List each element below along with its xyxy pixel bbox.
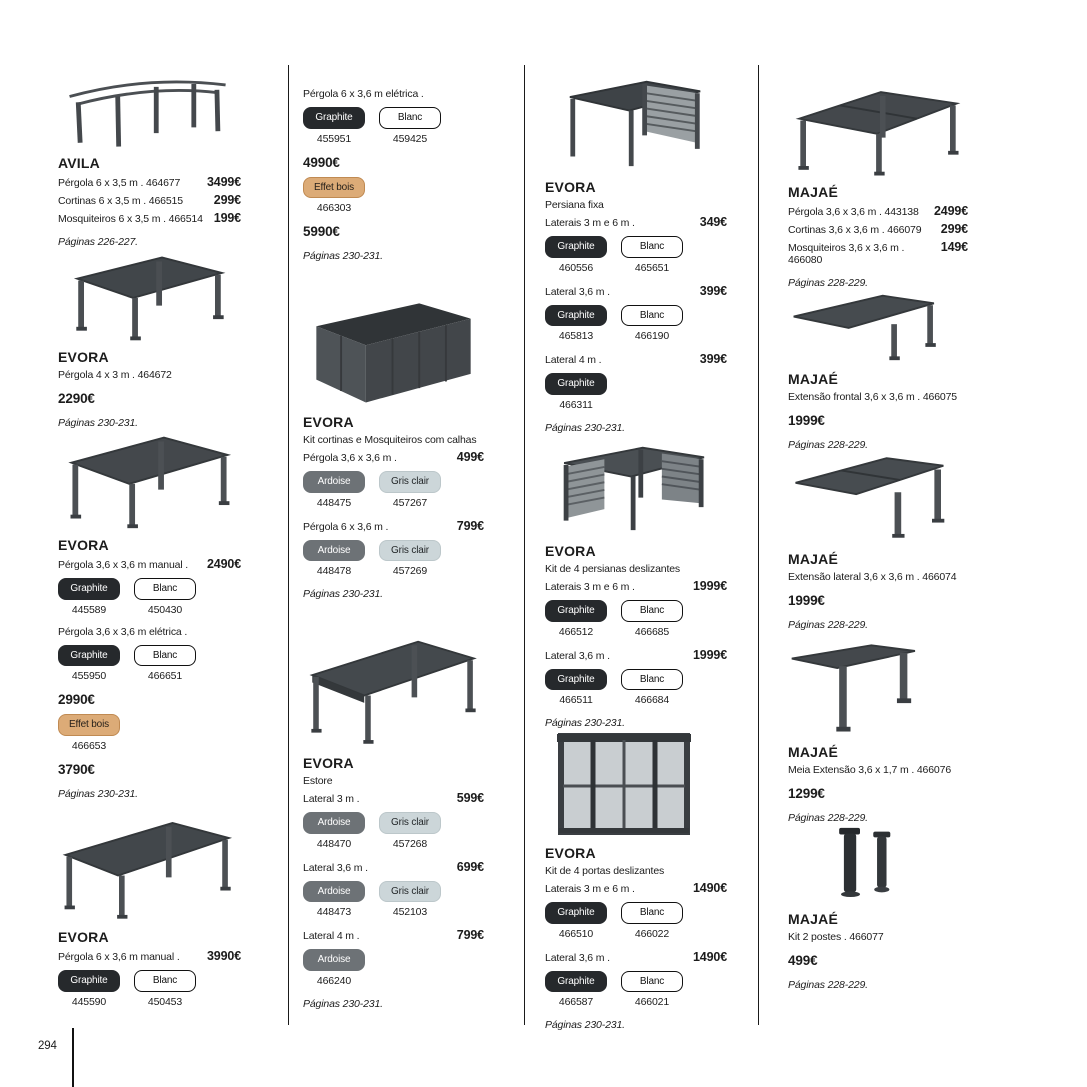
color-option — [379, 471, 441, 509]
product-code: 445590 — [71, 995, 107, 1008]
color-option — [621, 902, 683, 940]
product-variant-label: Lateral 4 m . — [545, 354, 602, 366]
product-title: AVILA — [58, 155, 100, 171]
product-variant-label: Pérgola 3,6 x 3,6 m . 443138 — [788, 206, 919, 218]
color-option — [303, 881, 365, 919]
pages-reference: Páginas 230-231. — [545, 717, 625, 729]
color-option — [303, 107, 365, 145]
product-code: 466512 — [558, 625, 594, 638]
product-subtitle: Estore — [303, 775, 333, 787]
product-line — [303, 860, 484, 874]
color-chip-blanc: Blanc — [134, 645, 196, 667]
product-variant-label: Laterais 3 m e 6 m . — [545, 217, 635, 229]
product-line — [545, 215, 727, 229]
color-option — [545, 305, 607, 343]
color-option — [545, 902, 607, 940]
color-chip-graphite: Graphite — [303, 107, 365, 129]
product-price: 599€ — [456, 791, 484, 805]
product-price: 3790€ — [58, 761, 95, 777]
color-chip-graphite: Graphite — [545, 305, 607, 327]
photo-extension-frontal — [788, 288, 968, 366]
product-line — [545, 352, 727, 366]
product-variant-label: Pérgola 6 x 3,6 m manual . — [58, 951, 180, 963]
color-option — [621, 305, 683, 343]
product-price: 299€ — [940, 222, 968, 236]
product-variant-label: Mosquiteiros 3,6 x 3,6 m . 466080 — [788, 242, 905, 266]
product-code: 448478 — [316, 565, 352, 577]
pages-reference: Páginas 230-231. — [545, 421, 625, 434]
pages-reference: Páginas 228-229. — [788, 619, 868, 631]
product-price: 2499€ — [933, 204, 968, 218]
product-subtitle: Kit cortinas e Mosquiteiros com calhas — [303, 434, 477, 446]
product-price: 149€ — [940, 240, 968, 254]
product-price: 399€ — [699, 352, 727, 366]
color-chip-graphite: Graphite — [545, 600, 607, 622]
product-code: 465651 — [634, 261, 670, 274]
color-option — [303, 471, 365, 509]
color-option — [545, 373, 607, 411]
pages-reference: Páginas 230-231. — [303, 588, 383, 600]
photo-sliding-doors — [545, 728, 727, 840]
product-price: 5990€ — [303, 224, 340, 239]
product-code: 448470 — [316, 837, 352, 850]
product-code: 466021 — [634, 996, 670, 1008]
product-variant-label: Pérgola 6 x 3,6 m . — [303, 520, 389, 533]
product-price: 2990€ — [58, 692, 95, 707]
product-line — [303, 791, 484, 805]
color-options — [303, 177, 484, 215]
product-line — [788, 764, 968, 776]
photo-extension-lateral — [788, 448, 968, 546]
product-title: EVORA — [58, 349, 109, 365]
product-code: 466311 — [559, 398, 593, 411]
color-chip-graphite: Graphite — [545, 236, 607, 258]
product-price: 1490€ — [692, 949, 727, 964]
color-option — [58, 645, 120, 683]
product-price: 1999€ — [788, 593, 825, 608]
photo-pergola-square — [58, 248, 241, 344]
product-variant-label: Lateral 4 m . — [303, 930, 360, 942]
product-block-2-2 — [303, 293, 484, 600]
color-chip-graphite: Graphite — [58, 970, 120, 992]
product-variant-label: Lateral 3,6 m . — [303, 861, 368, 874]
product-code: 450453 — [147, 995, 183, 1008]
product-variant-label: Lateral 3,6 m . — [545, 285, 610, 298]
color-option — [303, 177, 365, 215]
product-variant-label: Lateral 3,6 m . — [545, 951, 610, 964]
color-chip-blanc: Blanc — [621, 669, 683, 691]
product-title: EVORA — [303, 755, 354, 771]
photo-pergola-wide — [58, 812, 241, 924]
column-divider-2 — [524, 65, 525, 1025]
color-option — [58, 970, 120, 1008]
photo-pergola-louver-sliding — [545, 438, 727, 538]
product-block-4-3 — [788, 448, 968, 631]
color-chip-blanc: Blanc — [621, 600, 683, 622]
color-options — [58, 578, 241, 616]
product-variant-label: Cortinas 3,6 x 3,6 m . 466079 — [788, 224, 922, 236]
color-options — [545, 373, 727, 411]
product-line — [58, 211, 241, 225]
product-price: 3990€ — [206, 949, 241, 963]
color-chip-blanc: Blanc — [379, 107, 441, 129]
product-code: 452103 — [392, 906, 428, 918]
footer-rule — [72, 1028, 74, 1087]
product-variant-label: Cortinas 6 x 3,5 m . 466515 — [58, 195, 183, 207]
product-price: 2490€ — [206, 557, 241, 571]
product-variant-label: Lateral 3,6 m . — [545, 649, 610, 662]
color-options — [545, 305, 727, 343]
product-code: 459425 — [392, 132, 428, 145]
product-code: 466303 — [316, 202, 352, 214]
color-option — [379, 107, 441, 145]
product-line — [788, 571, 968, 583]
product-line — [545, 284, 727, 298]
product-price: 399€ — [699, 283, 727, 298]
color-option — [303, 540, 365, 578]
color-chip-graphite: Graphite — [545, 373, 607, 395]
product-variant-label: Pérgola 4 x 3 m . 464672 — [58, 369, 172, 381]
product-price: 1490€ — [692, 881, 727, 895]
photo-pergola-louver-fixed — [545, 70, 727, 174]
color-chip-graphite: Graphite — [58, 645, 120, 667]
product-variant-label: Meia Extensão 3,6 x 1,7 m . 466076 — [788, 764, 952, 776]
product-code: 466190 — [634, 330, 670, 342]
color-chip-graphite: Graphite — [545, 669, 607, 691]
color-options — [545, 600, 727, 638]
color-chip-blanc: Blanc — [621, 971, 683, 993]
color-option — [379, 540, 441, 578]
product-line — [545, 881, 727, 895]
product-block-2-1 — [303, 84, 484, 262]
product-price: 1999€ — [788, 413, 825, 428]
product-code: 466022 — [634, 927, 670, 940]
color-option — [303, 949, 365, 987]
product-variant-label: Laterais 3 m e 6 m . — [545, 581, 635, 593]
product-title: MAJAÉ — [788, 371, 839, 387]
product-block-3-3 — [545, 728, 727, 1031]
color-chip-graphite: Graphite — [545, 902, 607, 924]
product-title: EVORA — [545, 845, 596, 861]
product-subtitle: Persiana fixa — [545, 199, 604, 211]
product-line — [58, 369, 241, 381]
color-options — [545, 236, 727, 274]
product-price: 1999€ — [692, 647, 727, 662]
product-code: 466685 — [634, 625, 670, 638]
product-variant-label: Pérgola 6 x 3,6 m elétrica . — [303, 88, 424, 100]
product-variant-label: Extensão lateral 3,6 x 3,6 m . 466074 — [788, 571, 957, 583]
pages-reference: Páginas 228-229. — [788, 979, 868, 991]
product-block-4-1 — [788, 82, 968, 289]
color-option — [58, 578, 120, 616]
photo-pergola-frame — [58, 70, 241, 150]
color-options — [545, 902, 727, 940]
product-code: 455951 — [316, 132, 352, 145]
product-variant-label: Extensão frontal 3,6 x 3,6 m . 466075 — [788, 391, 957, 403]
product-line — [303, 450, 484, 464]
color-chip-ardoise: Ardoise — [303, 540, 365, 562]
product-price: 499€ — [456, 450, 484, 464]
color-option — [621, 971, 683, 1009]
color-chip-grisclair: Gris clair — [379, 812, 441, 834]
product-code: 445589 — [71, 603, 107, 616]
product-code: 466511 — [559, 694, 593, 706]
product-price: 1999€ — [692, 579, 727, 593]
product-line — [788, 931, 968, 943]
photo-pergola-estore — [303, 628, 484, 750]
color-option — [545, 971, 607, 1009]
photo-pergola-flat — [788, 82, 968, 179]
color-chip-graphite: Graphite — [58, 578, 120, 600]
product-title: EVORA — [545, 179, 596, 195]
color-chip-ardoise: Ardoise — [303, 471, 365, 493]
product-line — [58, 557, 241, 571]
product-variant-label: Kit 2 postes . 466077 — [788, 931, 884, 943]
product-title: EVORA — [303, 414, 354, 430]
product-code: 457267 — [392, 496, 428, 509]
color-chip-blanc: Blanc — [621, 236, 683, 258]
product-line — [58, 193, 241, 207]
product-price: 1299€ — [788, 786, 825, 801]
product-line — [545, 950, 727, 964]
product-code: 465813 — [558, 330, 594, 342]
product-code: 455950 — [71, 670, 107, 682]
color-options — [545, 971, 727, 1009]
product-line — [545, 648, 727, 662]
product-block-1-1 — [58, 70, 241, 248]
product-price: 199€ — [213, 211, 241, 225]
page-number: 294 — [38, 1040, 57, 1052]
product-block-3-1 — [545, 70, 727, 434]
pages-reference: Páginas 230-231. — [58, 417, 138, 429]
color-options — [303, 107, 484, 145]
color-chip-ardoise: Ardoise — [303, 949, 365, 971]
product-title: EVORA — [58, 537, 109, 553]
photo-posts-kit — [788, 818, 968, 906]
product-title: MAJAÉ — [788, 184, 839, 200]
color-chip-blanc: Blanc — [621, 902, 683, 924]
pages-reference: Páginas 228-229. — [788, 812, 868, 824]
color-option — [621, 669, 683, 707]
product-subtitle: Kit de 4 persianas deslizantes — [545, 563, 680, 575]
color-chip-ardoise: Ardoise — [303, 812, 365, 834]
product-line — [545, 579, 727, 593]
product-variant-label: Lateral 3 m . — [303, 793, 360, 805]
color-chip-grisclair: Gris clair — [379, 881, 441, 903]
color-options — [303, 881, 484, 919]
product-code: 448473 — [316, 906, 352, 918]
photo-half-extension — [788, 635, 968, 739]
pages-reference: Páginas 228-229. — [788, 277, 868, 289]
product-title: EVORA — [58, 929, 109, 945]
product-variant-label: Pérgola 6 x 3,5 m . 464677 — [58, 177, 181, 189]
color-chip-bois: Effet bois — [303, 177, 365, 199]
product-price: 499€ — [788, 953, 818, 968]
color-chip-bois: Effet bois — [58, 714, 120, 736]
product-title: MAJAÉ — [788, 911, 839, 927]
product-code: 448475 — [316, 496, 352, 509]
product-code: 457268 — [392, 837, 428, 850]
product-block-4-2 — [788, 288, 968, 451]
color-option — [303, 812, 365, 850]
product-line — [788, 222, 968, 236]
product-price: 3499€ — [206, 175, 241, 189]
product-block-1-3 — [58, 428, 241, 800]
color-chip-ardoise: Ardoise — [303, 881, 365, 903]
pages-reference: Páginas 226-227. — [58, 236, 138, 248]
column-divider-3 — [758, 65, 759, 1025]
product-line — [303, 928, 484, 942]
product-title: MAJAÉ — [788, 551, 839, 567]
color-option — [134, 970, 196, 1008]
product-line — [58, 949, 241, 963]
product-variant-label: Pérgola 3,6 x 3,6 m manual . — [58, 559, 189, 571]
color-option — [621, 600, 683, 638]
product-line — [58, 626, 241, 638]
product-subtitle: Kit de 4 portas deslizantes — [545, 865, 665, 877]
product-block-2-3 — [303, 628, 484, 1010]
product-price: 349€ — [699, 215, 727, 229]
pages-reference: Páginas 230-231. — [58, 787, 138, 800]
product-block-3-2 — [545, 438, 727, 729]
product-line — [58, 175, 241, 189]
product-price: 4990€ — [303, 154, 340, 170]
product-block-4-5 — [788, 818, 968, 991]
color-option — [621, 236, 683, 274]
color-options — [58, 645, 241, 683]
color-chip-blanc: Blanc — [134, 970, 196, 992]
color-chip-blanc: Blanc — [134, 578, 196, 600]
color-options — [303, 812, 484, 850]
color-options — [303, 949, 484, 987]
pages-reference: Páginas 230-231. — [303, 250, 383, 262]
color-option — [545, 600, 607, 638]
color-option — [379, 812, 441, 850]
product-variant-label: Pérgola 3,6 x 3,6 m . — [303, 452, 397, 464]
product-title: EVORA — [545, 543, 596, 559]
product-code: 466510 — [558, 927, 594, 940]
color-option — [58, 714, 120, 752]
product-line — [303, 88, 484, 100]
product-price: 2290€ — [58, 391, 95, 406]
product-variant-label: Mosquiteiros 6 x 3,5 m . 466514 — [58, 213, 203, 225]
column-divider-1 — [288, 65, 289, 1025]
color-options — [58, 970, 241, 1008]
product-price: 299€ — [213, 193, 241, 207]
color-chip-grisclair: Gris clair — [379, 540, 441, 562]
product-variant-label: Pérgola 3,6 x 3,6 m elétrica . — [58, 625, 188, 638]
product-code: 466240 — [316, 974, 352, 987]
color-chip-graphite: Graphite — [545, 971, 607, 993]
color-option — [545, 669, 607, 707]
product-price: 799€ — [456, 928, 484, 942]
product-price: 699€ — [456, 859, 484, 874]
pages-reference: Páginas 230-231. — [545, 1019, 625, 1031]
product-line — [788, 391, 968, 403]
product-line — [788, 240, 968, 266]
product-line — [788, 204, 968, 218]
photo-curtain-box — [303, 293, 484, 409]
photo-pergola-square-2 — [58, 428, 241, 532]
product-code: 466653 — [71, 739, 107, 752]
product-code: 466684 — [634, 694, 670, 706]
color-options — [58, 714, 241, 752]
product-code: 450430 — [147, 603, 183, 616]
product-code: 460556 — [558, 261, 594, 274]
color-option — [545, 236, 607, 274]
color-options — [545, 669, 727, 707]
color-chip-blanc: Blanc — [621, 305, 683, 327]
color-options — [303, 540, 484, 578]
product-code: 466651 — [147, 670, 183, 682]
pages-reference: Páginas 230-231. — [303, 997, 383, 1010]
color-options — [303, 471, 484, 509]
color-option — [134, 578, 196, 616]
product-code: 466587 — [558, 996, 594, 1008]
color-option — [134, 645, 196, 683]
pages-reference: Páginas 228-229. — [788, 439, 868, 451]
product-title: MAJAÉ — [788, 744, 839, 760]
product-block-4-4 — [788, 635, 968, 824]
color-option — [379, 881, 441, 919]
product-line — [303, 519, 484, 533]
color-chip-grisclair: Gris clair — [379, 471, 441, 493]
product-price: 799€ — [456, 518, 484, 533]
product-code: 457269 — [392, 565, 428, 577]
product-block-1-4 — [58, 812, 241, 1008]
product-variant-label: Laterais 3 m e 6 m . — [545, 883, 635, 895]
product-block-1-2 — [58, 248, 241, 429]
